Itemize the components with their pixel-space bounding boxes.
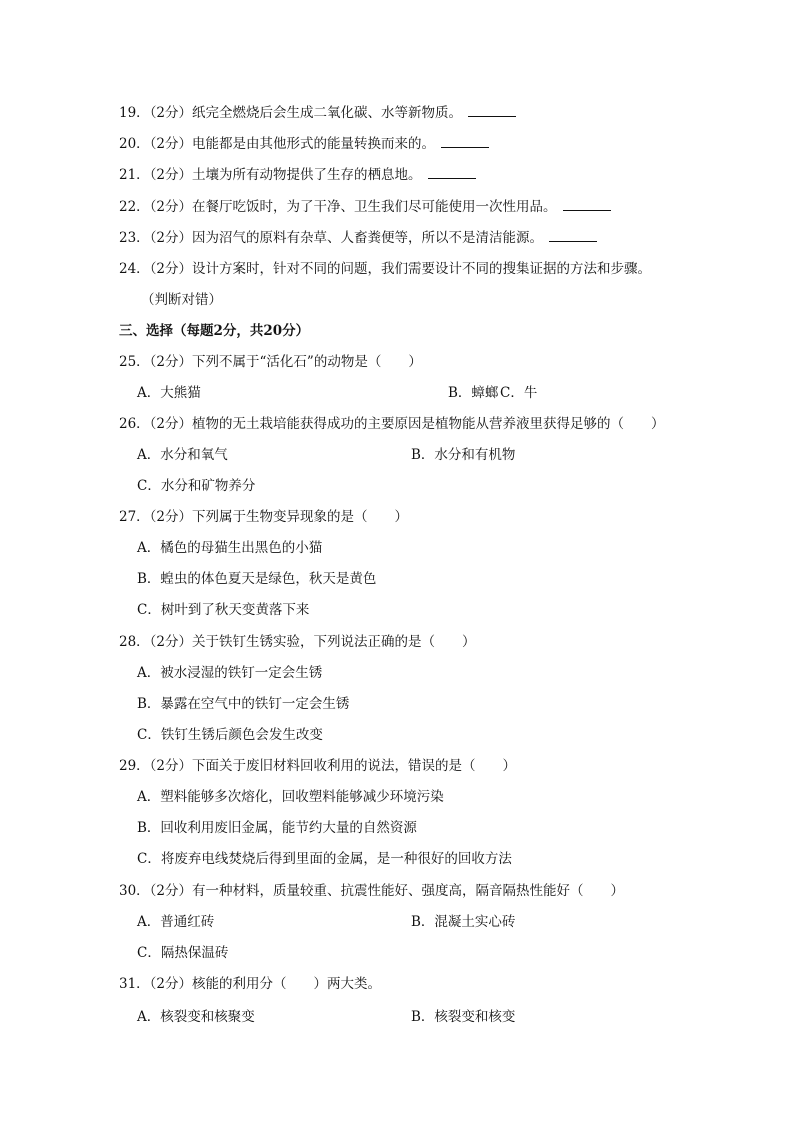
option-b[interactable]: B．水分和有机物: [411, 447, 516, 463]
question-25-stem: 25．（2分）下列不属于“活化石”的动物是（ ）: [119, 354, 422, 370]
answer-blank[interactable]: [428, 166, 476, 179]
question-26-options-row1: [137, 446, 737, 464]
option-c[interactable]: C．隔热保温砖: [137, 945, 229, 961]
question-number: 23．: [119, 230, 150, 246]
question-text: （2分）设计方案时，针对不同的问题，我们需要设计不同的搜集证据的方法和步骤。: [149, 261, 652, 277]
option-c[interactable]: C．铁钉生锈后颜色会发生改变: [137, 727, 323, 743]
answer-blank[interactable]: [563, 198, 611, 211]
question-31-options-row1: [137, 1008, 737, 1026]
option-b[interactable]: B．回收利用废旧金属，能节约大量的自然资源: [137, 820, 417, 836]
question-30-stem: 30．（2分）有一种材料，质量较重、抗震性能好、强度高，隔音隔热性能好（ ）: [119, 883, 625, 899]
option-a[interactable]: A．塑料能够多次熔化，回收塑料能够减少环境污染: [137, 789, 444, 805]
question-30-options-row1: [137, 913, 737, 931]
question-number: 22．: [119, 199, 150, 215]
answer-blank[interactable]: [549, 229, 597, 242]
option-a[interactable]: A．普通红砖: [137, 914, 215, 930]
question-number: 20．: [119, 136, 150, 152]
option-c[interactable]: C．将废弃电线焚烧后得到里面的金属，是一种很好的回收方法: [137, 851, 512, 867]
question-27-stem: 27．（2分）下列属于生物变异现象的是（ ）: [119, 509, 409, 525]
question-20: [119, 135, 489, 153]
option-c[interactable]: C．水分和矿物养分: [137, 478, 256, 494]
option-b[interactable]: B．蝗虫的体色夏天是绿色，秋天是黄色: [137, 571, 377, 587]
option-b[interactable]: B．暴露在空气中的铁钉一定会生锈: [137, 696, 350, 712]
option-a[interactable]: A．被水浸湿的铁钉一定会生锈: [137, 665, 323, 681]
answer-blank[interactable]: [441, 135, 489, 148]
question-22: [119, 198, 611, 216]
question-29-stem: 29．（2分）下面关于废旧材料回收利用的说法，错误的是（ ）: [119, 758, 517, 774]
option-b[interactable]: B．混凝土实心砖: [411, 914, 516, 930]
question-24: [119, 260, 651, 278]
option-c[interactable]: C．牛: [500, 385, 538, 401]
question-text: （2分）在餐厅吃饭时，为了干净、卫生我们尽可能使用一次性用品。: [149, 199, 557, 215]
option-a[interactable]: A．大熊猫: [137, 385, 201, 401]
question-19: [119, 104, 516, 122]
question-number: 24．: [119, 261, 150, 277]
question-number: 19．: [119, 105, 150, 121]
option-a[interactable]: A．核裂变和核聚变: [137, 1009, 255, 1025]
option-a[interactable]: A．橘色的母猫生出黑色的小猫: [137, 540, 323, 556]
answer-blank[interactable]: [468, 104, 516, 117]
option-a[interactable]: A．水分和氧气: [137, 447, 228, 463]
option-b[interactable]: B．核裂变和核变: [411, 1009, 516, 1025]
question-text: （2分）土壤为所有动物提供了生存的栖息地。: [149, 167, 422, 183]
question-24-suffix: （判断对错）: [141, 292, 222, 308]
question-21: [119, 166, 476, 184]
question-26-stem: 26．（2分）植物的无土栽培能获得成功的主要原因是植物能从营养液里获得足够的（ ）: [119, 416, 665, 432]
question-number: 21．: [119, 167, 150, 183]
question-23: [119, 229, 597, 247]
option-c[interactable]: C．树叶到了秋天变黄落下来: [137, 602, 310, 618]
option-b[interactable]: B．蟑螂: [448, 385, 499, 401]
question-text: （2分）因为沼气的原料有杂草、人畜粪便等，所以不是清洁能源。: [149, 230, 544, 246]
section-title: 三、选择（每题2分，共20分）: [119, 323, 310, 339]
question-text: （2分）电能都是由其他形式的能量转换而来的。: [149, 136, 436, 152]
question-31-stem: 31．（2分）核能的利用分（ ）两大类。: [119, 976, 382, 992]
question-25-options: [137, 384, 737, 402]
question-28-stem: 28．（2分）关于铁钉生锈实验，下列说法正确的是（ ）: [119, 634, 476, 650]
question-text: （2分）纸完全燃烧后会生成二氧化碳、水等新物质。: [149, 105, 463, 121]
